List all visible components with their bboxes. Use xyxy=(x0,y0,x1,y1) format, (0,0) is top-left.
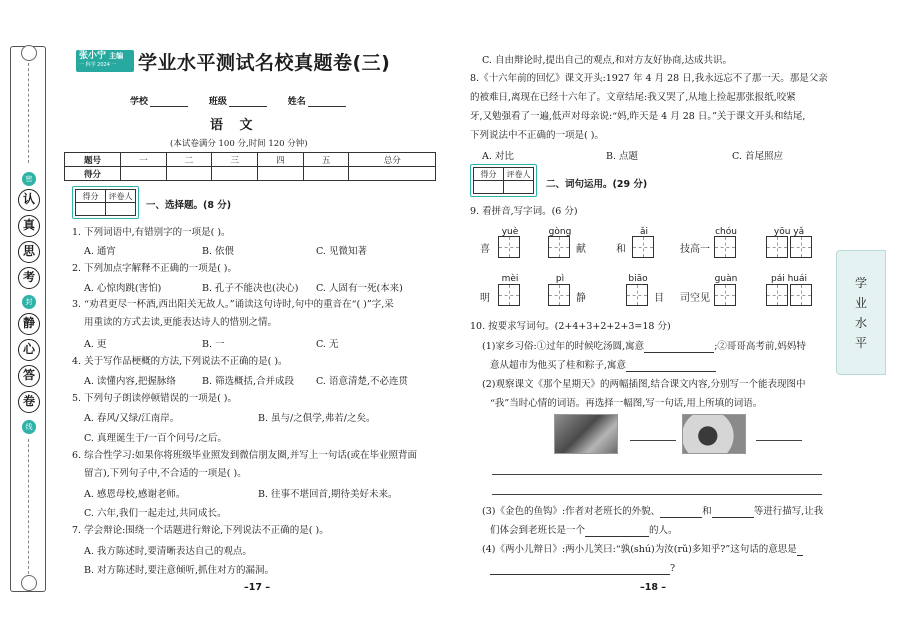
grader-label: 得分 xyxy=(474,168,504,181)
illustration-1 xyxy=(554,414,618,454)
pinyin-label: yuè xyxy=(501,227,519,237)
score-header: 四 xyxy=(258,153,304,167)
answer-blank[interactable] xyxy=(660,517,702,518)
question-10-4-cont: ? xyxy=(490,562,675,575)
writing-box[interactable] xyxy=(498,284,520,306)
brand-logo xyxy=(76,50,134,72)
option[interactable]: B. 对方陈述时,要注意倾听,抓住对方的漏洞。 xyxy=(84,565,275,576)
pinyin-label: pái huái xyxy=(770,274,807,284)
writing-box[interactable] xyxy=(498,236,520,258)
brand-name: 张小宁 xyxy=(79,51,107,61)
binding-ring xyxy=(21,575,37,591)
grader-label: 得分 xyxy=(76,190,106,203)
grader-box xyxy=(470,164,537,197)
option[interactable]: C. 首尾照应 xyxy=(732,151,783,162)
motto-char: 心 xyxy=(18,339,40,361)
motto-char: 真 xyxy=(18,215,40,237)
word-char: 明 xyxy=(480,293,490,304)
option[interactable]: A. 春风/又绿/江南岸。 xyxy=(84,413,180,424)
motto-char: 答 xyxy=(18,365,40,387)
binding-strip xyxy=(10,46,46,592)
answer-blank[interactable] xyxy=(797,555,803,556)
option[interactable]: A. 通宵 xyxy=(84,246,116,257)
question-3-cont: 用重读的方式去读,更能表达诗人的惜别之情。 xyxy=(84,317,278,328)
section-1-title: 一、选择题。(8 分) xyxy=(146,200,232,211)
option[interactable]: B. 孔子不能决也(决心) xyxy=(202,283,299,294)
option[interactable]: B. 依偎 xyxy=(202,246,235,257)
writing-box[interactable] xyxy=(766,236,788,258)
answer-line[interactable] xyxy=(492,474,822,475)
page-number: –18 – xyxy=(640,582,667,593)
answer-blank[interactable] xyxy=(712,517,754,518)
question-10-2: (2)观察课文《那个星期天》的两幅插图,结合课文内容,分别写一个能表现图中 xyxy=(482,379,806,390)
answer-blank[interactable] xyxy=(490,574,670,575)
question-8-line: 下列说法中不正确的一项是( )。 xyxy=(470,130,604,141)
motto-char: 认 xyxy=(18,189,40,211)
question-4: 4. 关于写作品梗概的方法,下列说法不正确的是( )。 xyxy=(72,356,288,367)
word-char: 目 xyxy=(654,293,664,304)
writing-box[interactable] xyxy=(632,236,654,258)
dashed-line xyxy=(28,439,29,574)
grader-cell[interactable] xyxy=(106,203,136,216)
score-cell[interactable] xyxy=(166,167,212,181)
option[interactable]: B. 虽与/之俱学,弗若/之矣。 xyxy=(258,413,376,424)
question-10: 10. 按要求写词句。(2+4+3+2+2+3=18 分) xyxy=(470,321,671,332)
side-tab-char: 平 xyxy=(854,336,867,350)
question-3: 3. “劝君更尽一杯酒,西出阳关无故人。”诵读这句诗时,句中的重音在“( )”字,采 xyxy=(72,299,394,310)
word-char: 技高一 xyxy=(680,244,710,255)
question-10-1: (1)家乡习俗:①过年的时候吃汤圆,寓意 ;②哥哥高考前,妈妈特 xyxy=(482,341,806,352)
score-row-label: 得分 xyxy=(65,167,121,181)
writing-box[interactable] xyxy=(548,236,570,258)
pinyin-label: pì xyxy=(555,274,565,284)
brand-sub: 一 科学 2024 一 xyxy=(79,62,117,68)
option[interactable]: B. 点题 xyxy=(606,151,639,162)
option[interactable]: C. 无 xyxy=(316,339,339,350)
student-info xyxy=(130,94,390,107)
writing-box[interactable] xyxy=(790,284,812,306)
grader-cell[interactable] xyxy=(504,181,534,194)
right-page xyxy=(450,0,900,626)
question-10-3-cont: 们体会到老班长是一个 的人。 xyxy=(490,525,678,536)
side-tab-char: 学 xyxy=(854,276,867,290)
question-10-3: (3)《金色的鱼钩》:作者对老班长的外貌、 和 等进行描写,让我 xyxy=(482,506,824,517)
motto-char: 卷 xyxy=(18,391,40,413)
score-header: 总分 xyxy=(349,153,436,167)
word-char: 司空见 xyxy=(680,293,710,304)
writing-box[interactable] xyxy=(714,236,736,258)
brand-tag: 主编 xyxy=(109,52,124,60)
grader-box xyxy=(72,186,139,219)
pinyin-label: ǎi xyxy=(639,227,648,237)
motto-char: 思 xyxy=(18,241,40,263)
option[interactable]: C. 自由辩论时,提出自己的观点,和对方友好协商,达成共识。 xyxy=(482,55,733,66)
pinyin-label: mèi xyxy=(501,274,519,284)
grader-label: 评卷人 xyxy=(504,168,534,181)
answer-blank[interactable] xyxy=(756,440,802,441)
option[interactable]: B. 筛选概括,合并成段 xyxy=(202,376,295,387)
option[interactable]: A. 感恩母校,感谢老师。 xyxy=(84,489,186,500)
option[interactable]: C. 六年,我们一起走过,共同成长。 xyxy=(84,508,227,519)
option[interactable]: A. 心惊肉跳(害怕) xyxy=(84,283,162,294)
grader-table xyxy=(75,189,136,216)
question-1: 1. 下列词语中,有错别字的一项是( )。 xyxy=(72,227,231,238)
option[interactable]: C. 人固有一死(本来) xyxy=(316,283,403,294)
side-tab-char: 业 xyxy=(854,296,867,310)
question-7: 7. 学会辩论:围绕一个话题进行辩论,下列说法不正确的是( )。 xyxy=(72,525,329,536)
score-cell[interactable] xyxy=(349,167,436,181)
class-field[interactable]: 班级 xyxy=(209,94,267,107)
side-tab-char: 水 xyxy=(854,316,867,330)
question-8-line: 牙,又勉强看了一遍,低声对母亲说:“妈,昨天是 4 月 28 日。”关于课文开头和结尾, xyxy=(470,111,806,122)
section-2-title: 二、词句运用。(29 分) xyxy=(546,179,648,190)
score-header: 三 xyxy=(212,153,258,167)
option[interactable]: C. 真理诞生于/一百个问号/之后。 xyxy=(84,433,227,444)
motto-char: 考 xyxy=(18,267,40,289)
option[interactable]: C. 见微知著 xyxy=(316,246,367,257)
score-header: 一 xyxy=(121,153,167,167)
option[interactable]: A. 更 xyxy=(84,339,107,350)
score-cell[interactable] xyxy=(303,167,349,181)
answer-blank[interactable] xyxy=(644,352,714,353)
question-5: 5. 下列句子朗读停顿错误的一项是( )。 xyxy=(72,393,238,404)
answer-blank[interactable] xyxy=(585,536,649,537)
option[interactable]: B. 往事不堪回首,期待美好未来。 xyxy=(258,489,398,500)
score-header: 五 xyxy=(303,153,349,167)
writing-box[interactable] xyxy=(626,284,648,306)
question-10-4: (4)《两小儿辩日》:两小儿笑曰:“孰(shú)为汝(rǔ)多知乎?”这句话的意思是 xyxy=(482,543,803,556)
score-header: 二 xyxy=(166,153,212,167)
seal-dot: 线 xyxy=(22,420,36,434)
option[interactable]: A. 对比 xyxy=(482,151,514,162)
score-cell[interactable] xyxy=(258,167,304,181)
illustration-2 xyxy=(682,414,746,454)
question-6: 6. 综合性学习:如果你将班级毕业照发到微信朋友圈,并写上一句话(或在毕业照背面 xyxy=(72,450,418,461)
answer-blank[interactable] xyxy=(630,440,676,441)
side-tab[interactable] xyxy=(836,250,886,375)
binding-ring xyxy=(21,45,37,61)
writing-box[interactable] xyxy=(714,284,736,306)
question-10-1-cont: 意从超市为他买了桂和粽子,寓意 xyxy=(490,359,716,372)
score-cell[interactable] xyxy=(212,167,258,181)
question-9: 9. 看拼音,写字词。(6 分) xyxy=(470,206,578,217)
score-cell[interactable] xyxy=(121,167,167,181)
grader-cell[interactable] xyxy=(474,181,504,194)
question-8-line: 的被难日,离现在已经十六年了。文章结尾:我又哭了,从地上捡起那张报纸,咬紧 xyxy=(470,92,796,103)
exam-note: (本试卷满分 100 分,时间 120 分钟) xyxy=(170,139,308,149)
pinyin-label: yōu yǎ xyxy=(773,227,805,237)
pinyin-label: chóu xyxy=(715,227,737,237)
answer-line[interactable] xyxy=(492,494,822,495)
option[interactable]: C. 语意清楚,不必连贯 xyxy=(316,376,408,387)
grader-cell[interactable] xyxy=(76,203,106,216)
seal-dot: 封 xyxy=(22,295,36,309)
grader-label: 评卷人 xyxy=(106,190,136,203)
answer-blank[interactable] xyxy=(626,371,716,372)
question-2: 2. 下列加点字解释不正确的一项是( )。 xyxy=(72,263,238,274)
score-header: 题号 xyxy=(65,153,121,167)
pinyin-label: biāo xyxy=(628,274,648,284)
question-6-cont: 留言),下列句子中,不合适的一项是( )。 xyxy=(84,468,247,479)
writing-box[interactable] xyxy=(548,284,570,306)
page-title: 学业水平测试名校真题卷(三) xyxy=(138,52,391,74)
option[interactable]: B. 一 xyxy=(202,339,225,350)
pinyin-label: guàn xyxy=(714,274,738,284)
question-8-line: 8.《十六年前的回忆》课文开头:1927 年 4 月 28 日,我永远忘不了那一天。那是父亲 xyxy=(470,73,828,84)
score-table xyxy=(64,152,436,181)
option[interactable]: A. 读懂内容,把握脉络 xyxy=(84,376,176,387)
name-field[interactable]: 姓名 xyxy=(288,94,346,107)
word-char: 喜 xyxy=(480,244,490,255)
school-field[interactable]: 学校 xyxy=(130,94,188,107)
writing-box[interactable] xyxy=(790,236,812,258)
word-char: 静 xyxy=(576,293,586,304)
subject-title: 语 文 xyxy=(210,118,259,133)
page-number: –17 – xyxy=(244,582,271,593)
question-10-2-cont: “我”当时心情的词语。再选择一幅图,写一句话,用上所填的词语。 xyxy=(490,398,763,409)
option[interactable]: A. 我方陈述时,要清晰表达自己的观点。 xyxy=(84,546,252,557)
motto-char: 静 xyxy=(18,313,40,335)
grader-table xyxy=(473,167,534,194)
seal-dot: 密 xyxy=(22,172,36,186)
writing-box[interactable] xyxy=(766,284,788,306)
pinyin-label: gòng xyxy=(548,227,572,237)
word-char: 和 xyxy=(616,244,626,255)
dashed-line xyxy=(28,63,29,163)
word-char: 献 xyxy=(576,244,586,255)
